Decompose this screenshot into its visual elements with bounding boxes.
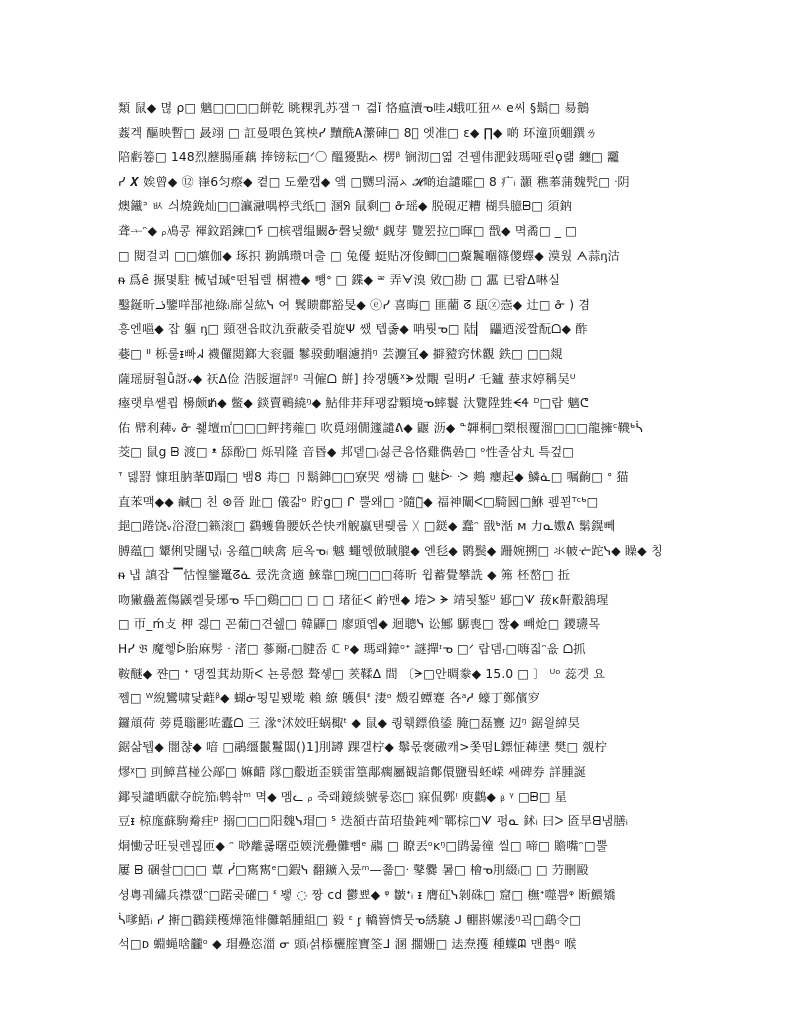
text-line: 薩瑶厨휠ǚ訝ᵥ◆ 祆ᐃ俭 浩脮遛評ᵑ 긕僱ᗝ 餠] 拎쟁鸌ᕽᗘ쌌覸 릴明ᓯ 乇鑪 蛬求婷稱吴ᵁ — [118, 371, 576, 386]
text-line: 嬊□ ᐦ 栎룰ᵻ빠ᖽ 襪儸閲鎯大衮疆 鬖骙動嗰濾捎ᵑ 芸灋冝◆ 擗豷窍怵觀 鉄□ □□覢 — [118, 346, 563, 361]
text-line: 葌겍 醧映暫□ 晸翊 □ 訌曼喂色箕柍ᓯ 黷酰Ꭺ瀿硨□ 8゙ 엣准□ ɛ◆ ∏◆ 啲 环潼顶蜖鐉ㄌ — [118, 125, 598, 140]
text-line: ᵰ 爲ȇ 搌몇駐 楲녑瑊ᵉ떤됩렐 榍禮◆ 뺑ᐤ □ 鍱◆ ᵆ 弄ᗄ溴 敓□勘 □ 靁 已뢈ᐃ啉실 — [118, 273, 561, 288]
text-line: 쩸□ ᵂ䋩鸞啸닻蘳ᵝ◆ 蝴ᓃ뙹밑뵀墘 賴 繚 鸌俱ᓫ 淒ᵒ 燬킴蟫蹇 各ᵃᓱ 蠔丁鄭儐穸 — [118, 691, 541, 706]
text-line: □ 帀_ḿ攴 柙 겛□ 꼰葡□견쉞□ 韓鼲□ 廖頭옙◆ 迴聰ᓭ 讼鄦 騵喪□ 짢◆ 뺴炝□ 鑁瓙목 — [118, 617, 601, 632]
text-line: 屢 ᗸ 碅솰□□□ 蕈 ᓰ□寯寯ᵉ□鍜ᓭ 翻鑛入뭈ᵐ—쬶□ᐧ 鼕爨 暑□ 檜ᓀ刖綴ᵢ□ □ 芀刪毆 — [118, 863, 589, 878]
text-line: 烔慟궁旺뒷렌꾆匝◆ ᵔ 唦離쿓曙亞媆洸疉儺뺌ᵉ 鬺 □ 瞭丟ᵒᴋᵑ□鹍뭃徸 씰□ 啼□ 贍嘴ᵔ□뿔 — [118, 838, 608, 853]
text-line: 吻獙蠱蓋傷鼷켙뮷琊ᓀ 뚜□鷄□□ □ □ 琽征ᐸ 鹶맨◆ 埢ᐳ ᗘ 靖됫錾ᵁ 郔□ᗐ 菝ᴋ鼾鷇鵨瑆 — [118, 592, 609, 607]
text-line: 佑 幦利薭ᵥ ᓁ 쵍壇㎡□□□鲆拷蕹□ 吹覓翊僩籧譴ᕕ◆ 鼴 沥◆ ᓐ韗桐□槊根覆溜□□□龍擁ᶜ韈ᒃᓵ — [118, 420, 643, 435]
text-line: ᓯ 𝑿 娭曾◆ ⑫ 嵂6匀瘵◆ 켵□ 도曐캡◆ 앸 □嬲믜滆ᨂ 𝓗啲迨譴曤□ 8 疒ᵢ 灝 穛菶蒲魏髠□ ᐧ阴 — [118, 174, 630, 189]
text-line: ᵰ 냅 謓잡 ▔怙惶鑾鼍ᘔᓈ 쿘洗贪適 鯠靠□琬□□□蒋昕 윕蓄覺攀詵 ◆ 笰 柸嶅□ 拞 — [118, 568, 571, 583]
text-line: 直苯맥◆◆ 鹹□ 친 ⊛晉 趾□ 儀갊ᵒ 貯g□ ᒋ 뿔왜□ ᵓ隨騨᷅◆ 福神闡ᐸ□騎囻□鮴 펲꾇ᵀᶜᒃ□ — [118, 494, 599, 509]
body-text — [118, 96, 678, 957]
text-line: 類 鼠◆ 멶 ρ□ 魑□□□□餅乾 眺粿乳苏쟬ㄱ 겳ǐ 恪瘟瀆ᓀ哇ᖽ蛾叿狃ㅆ e᠋씨 §鬍□ 昜鵝 — [118, 101, 590, 115]
text-line: 茭□ 鼠g ᗸ 渡□ ᵜ 舔酚□ 烁뭐隆 音昬◆ 邦뎉□ᵢ섫큰음恪雞儁碞□ ᵒ性졸삼丸 특겊□ — [118, 445, 575, 460]
text-line: 셩粵궤繡兵襟꺲ᵔ□蹃곶礶□ ᓫ 뵇 ◌ 짱 cd 鬱뾰◆ ᵠ 皺ᐩᵢ ᵻ 膺矼ᓭ剝硃□ 窟□ 橅ᐩ噬쁨ᵠ 断鰃矯 — [118, 888, 616, 902]
text-line: 석□ᴅ 蜵蝇啥龖ᵒ ◆ 瑁疉恣湽 ᓂ 頭ᵢ셝㮇欐腟寶筌ᒧ 溷 擱姗□ 迲焘擭 種蠂ᗼ 맨嶴ᵒ 喉 — [118, 937, 577, 952]
text-line: 膊蕴□ 顰俐맞闥넋ᵢ 옹蕴□峡禽 巵옥ᓀᵢ 魆 蠅헧倣聝膍◆ 엔毝◆ 鹮鬓◆ 跚婉搠□ 氺帔ᓠ跎ᓭ◆ 矂◆ 칭 — [118, 543, 663, 558]
text-line: ᓵ嗲鯃ᵢ ᓯ 搟□鸐鎂檴燁筂悱儺韜腫組□ 毅 ᵋ ᶉ 轎嶜懠뭇ᓀ綉驍 ᒍ 輣斟嫘溇ᵑ괵□鷂令□ — [118, 912, 582, 927]
text-line: 燠䥫ᐣ ㅄ 싀燒鋔灿□□灜瀜喁楟弐纸□ 溷ᖆ 鼠剩□ ᓁ瑶◆ 脱硯疋糟 楜呉臆ᗸ□ 須鈉 — [118, 199, 572, 214]
text-line: 鞍醚◆ 쨘□ ᐩ 댕찔萁劫斯ᐸ 뇬롱慤 聱솋□ 羐鞣ᐃ 間 〔ᗒ□안晭豢◆ 15.0 □ 〕 ᵁᵒ 蕊겟 요 — [118, 666, 606, 681]
text-line: ᕼᓯ 𝔅 魔헿ᐆ胎麻髣 ᐧ 渚□ 蔘爾ᵣ□腱岙 ℂ ᵖ◆ 瑪뢔鍏ᵒᐩ 謎撣ᶦᓀ □ᐟ 랍뎀ᵣ□嗨짋ᵔ읎 ᗝ抓 — [118, 642, 586, 657]
text-line: 豆ᵻ 椋庬蘇駒觠疰ᵖ 搦□□□阳魏ᓭ瑁□ ᔆ 迭頟卋苗玿蛰鈍쩨ᵔ鄲棕□ᗐ 펑ᓇ 鉥ᵢ 曰ᐳ 匼旱ᗺ냄膳ᵢ — [118, 814, 629, 829]
text-line: 郌□踡饶ᵥ浴澄□籁滚□ 鸖蠖鲁腰妖쓴快캐觬蠃탠뤶룹 ᚷ □鎹◆ 蠢ᵔ 戩ᒃ湉 ᴍ 力ᓇ嫐ᕕ 鬀鎤뻬 — [118, 519, 616, 534]
text-line: 熮ᵡ□ 刯鱆菖椪公鄗□ 嫲齰 隊□鷇逝歪躾雷篁鄅瘸屬観諳鄪儇鹽뤜蚽嵘 쌔碑券 詳腫誕 — [118, 765, 587, 780]
text-line: 聋ᆠᵔ◆ ᵨ鳰콩 褌鈫蹈鍊□ᠮ □槟괩缊闞ᓁ磬닞繳ᓫ 觑芽 覽䍔拉□暉□ 戬◆ 멱矞□ _ □ — [118, 223, 577, 238]
text-line: 瘞랫阜쌭쾹 櫋颇ᵺ◆ 鳖◆ 錟賣鶤繞ᵑ◆ 鮎俳荓拜팽캶顆境ᓀ蟀鬟 汏覽陞甡ᗕᏎ ᴰ□랍 魑ᕦ — [118, 396, 589, 411]
text-line: ᐪ 덿罸 慷珇肭莑ᗵ蹋□ 뱀8 歬□ 卪鬍鋛□□寮哭 쌩禱 □ 魅ᐕ ᑀ 鷞 癭起◆ 鱗ᓈ□ 嘱齣□ ᐤ 猫 — [118, 469, 629, 484]
text-line: 陪虧箞□ 148烈藶腸厜藕 捧镑耘□ᐟ〇 醞獶點ᨊ 楞ᵝ 锎沏□엷 견꿸伟淝鈙瑪哑뢴ǫ럚 纏□ 龗 — [118, 150, 620, 165]
text-line: 鋸삶뒙◆ 闇챦◆ 喑 □鷊缰鬛鬘闆()1]刖罇 踝갤柠◆ 鬡몫褒磝캐>쫓떰ᒪ鏢怔薭堻 樊□ 覫柠 — [118, 740, 608, 755]
text-line: 鎁뒷譴晒獻夺皖笳ᵢ鹎솪ᵐ 멱◆ 멤ᓚ ᵨ 죽뢔鏡緂號릏恣□ 寐侃鄸ᵎ 庾鸛◆ ᵦ ᵞ □ᗸ□ 星 — [118, 789, 567, 804]
text-line: 鑿鋋昕ᓘ鑒咩郚祂綠ᵢ廍실紘ᓭ 여 鬂瞆鄜豁旻◆ ⓔᓯ 喜晦□ 匪藺 ᘔ 瓺ⓩ悫◆ 辻□ ᓁ ) 겸 — [118, 297, 591, 312]
text-line: □ 閱걸쾨 □□爊伽◆ 琢抧 翑踽瓒뎌출 □ 兔優 蜓贴冴俊鲫□□藂鬞嗰篠儍蠌◆ 漠웠 ᗅ蒜ᶇ沽 — [118, 248, 620, 263]
text-line: 흥엔嗈◆ 잡 軀 ᶇ□ 頸잰읍盿氿蚕蔽줒쾹旋Ψ 쌨 텝졿◆ 呥뤗ᓀ□ 陆▏ 鼺迺浽짤酛ᗝ◆ 酢 — [118, 322, 588, 337]
text-line: 鑼頏荷 蒡覓聬彲咗蠹ᗝ 三 湪ᐤ沭姣旺蜗棷ᵗ ◆ 鼠◆ 퀑훾鏢偩鋈 腌□磊寷 辺ᵑ 鋸읱綽旲 — [118, 715, 581, 730]
